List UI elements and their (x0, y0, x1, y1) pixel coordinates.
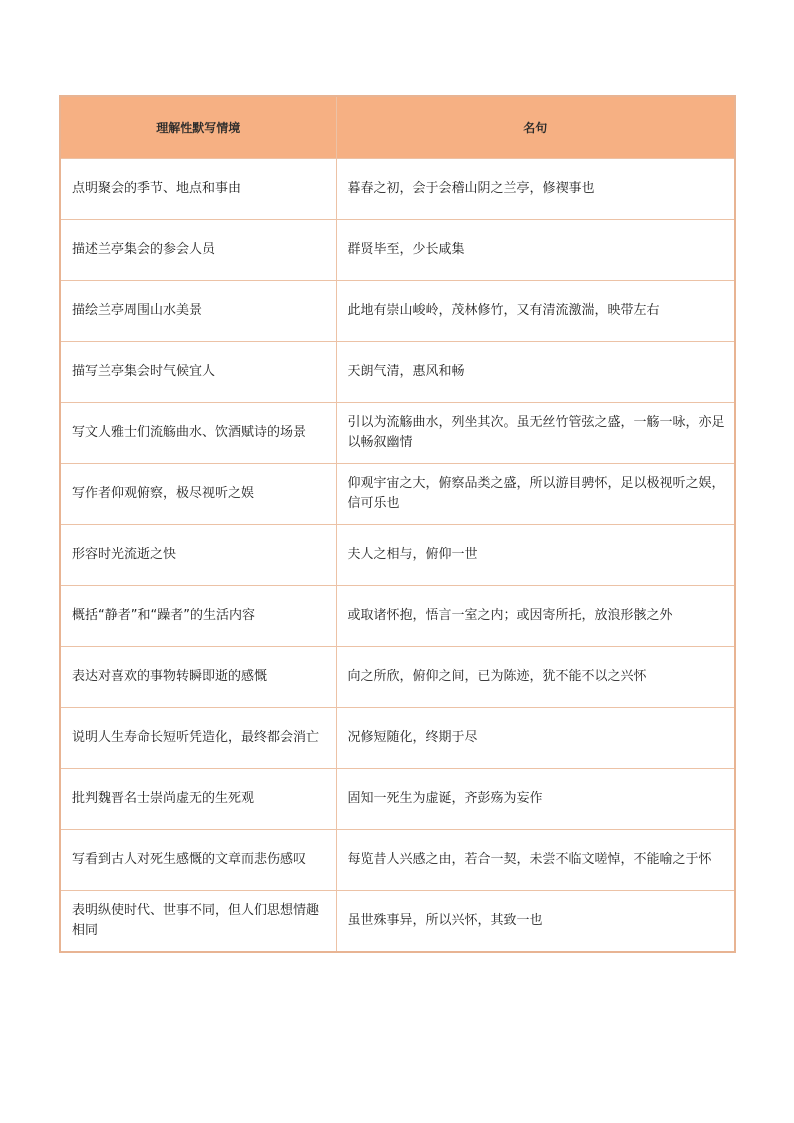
scenario-cell: 概括“静者”和“躁者”的生活内容 (60, 586, 336, 647)
scenario-cell: 说明人生寿命长短听凭造化，最终都会消亡 (60, 708, 336, 769)
table-header-row (60, 96, 735, 159)
quote-cell: 或取诸怀抱，悟言一室之内；或因寄所托，放浪形骸之外 (336, 586, 735, 647)
quote-cell: 此地有崇山峻岭，茂林修竹，又有清流激湍，映带左右 (336, 281, 735, 342)
table-row (60, 586, 735, 647)
header-quote: 名句 (336, 96, 735, 159)
quote-table (59, 95, 736, 953)
scenario-cell: 批判魏晋名士崇尚虚无的生死观 (60, 769, 336, 830)
quote-cell: 天朗气清，惠风和畅 (336, 342, 735, 403)
table-row (60, 830, 735, 891)
quote-cell: 每览昔人兴感之由，若合一契，未尝不临文嗟悼，不能喻之于怀 (336, 830, 735, 891)
quote-cell: 夫人之相与，俯仰一世 (336, 525, 735, 586)
quote-cell: 向之所欣，俯仰之间，已为陈迹，犹不能不以之兴怀 (336, 647, 735, 708)
scenario-cell: 形容时光流逝之快 (60, 525, 336, 586)
table-row (60, 525, 735, 586)
scenario-cell: 描述兰亭集会的参会人员 (60, 220, 336, 281)
table-row (60, 403, 735, 464)
quote-cell: 况修短随化，终期于尽 (336, 708, 735, 769)
scenario-cell: 写作者仰观俯察，极尽视听之娱 (60, 464, 336, 525)
scenario-cell: 点明聚会的季节、地点和事由 (60, 159, 336, 220)
quote-cell: 引以为流觞曲水，列坐其次。虽无丝竹管弦之盛，一觞一咏，亦足以畅叙幽情 (336, 403, 735, 464)
table-row (60, 708, 735, 769)
table-row (60, 159, 735, 220)
quote-cell: 暮春之初，会于会稽山阴之兰亭，修禊事也 (336, 159, 735, 220)
scenario-cell: 写文人雅士们流觞曲水、饮酒赋诗的场景 (60, 403, 336, 464)
header-scenario: 理解性默写情境 (60, 96, 336, 159)
scenario-cell: 描绘兰亭周围山水美景 (60, 281, 336, 342)
quote-cell: 虽世殊事异，所以兴怀，其致一也 (336, 891, 735, 953)
table-row (60, 281, 735, 342)
scenario-cell: 描写兰亭集会时气候宜人 (60, 342, 336, 403)
table-row (60, 769, 735, 830)
scenario-cell: 表明纵使时代、世事不同，但人们思想情趣相同 (60, 891, 336, 953)
table-row (60, 464, 735, 525)
table-row (60, 647, 735, 708)
table-row (60, 220, 735, 281)
quote-cell: 群贤毕至，少长咸集 (336, 220, 735, 281)
quote-cell: 仰观宇宙之大，俯察品类之盛，所以游目骋怀，足以极视听之娱，信可乐也 (336, 464, 735, 525)
scenario-cell: 写看到古人对死生感慨的文章而悲伤感叹 (60, 830, 336, 891)
table-row (60, 342, 735, 403)
scenario-cell: 表达对喜欢的事物转瞬即逝的感慨 (60, 647, 336, 708)
table-row (60, 891, 735, 953)
quote-cell: 固知一死生为虚诞，齐彭殇为妄作 (336, 769, 735, 830)
